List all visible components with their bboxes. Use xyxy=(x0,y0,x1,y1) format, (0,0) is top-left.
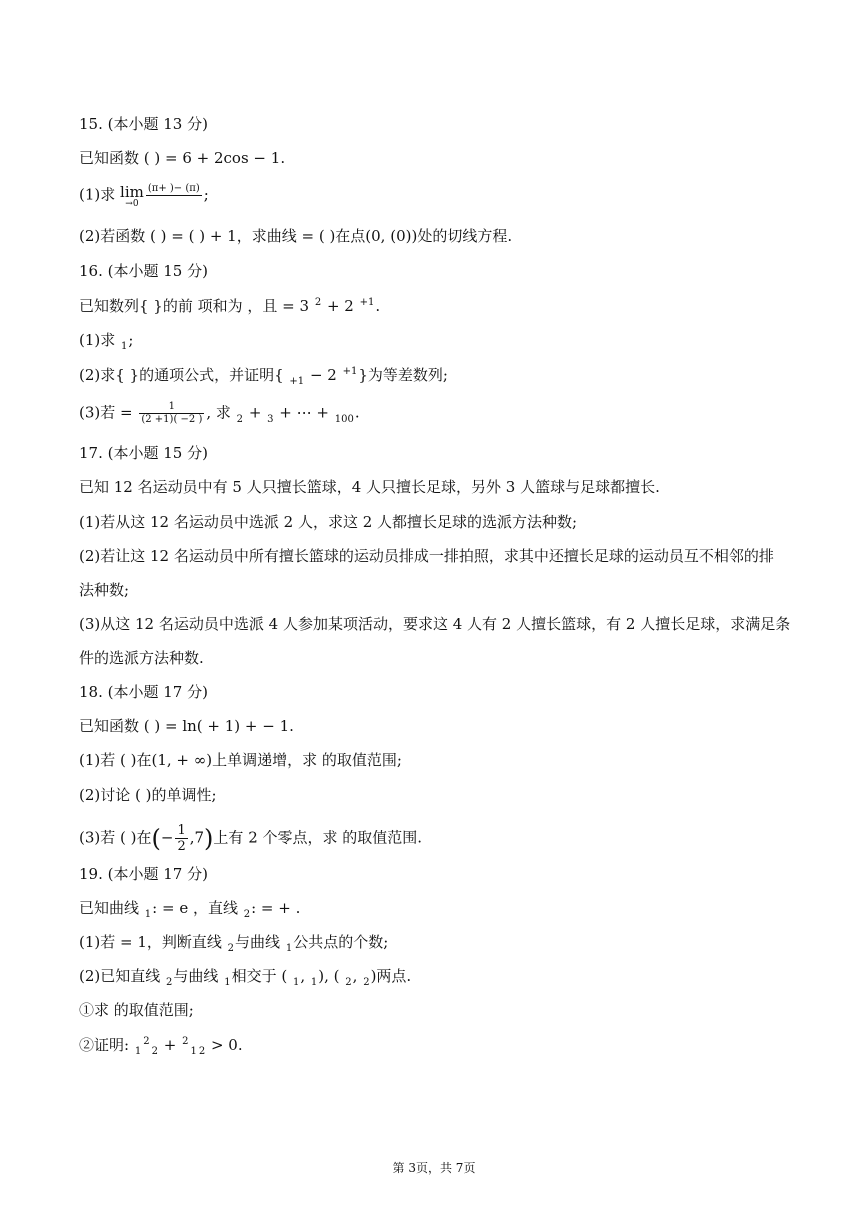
fraction-denominator xyxy=(146,195,202,208)
q16-p3-mid3: + ⋯ + xyxy=(274,403,334,422)
q15-header: 15. (本小题 13 分) xyxy=(79,115,208,133)
q16-p2-post: }为等差数列; xyxy=(358,366,448,384)
q16-header: 16. (本小题 15 分) xyxy=(79,262,208,280)
q17-part2-line1: (2)若让这 12 名运动员中所有擅长篮球的运动员排成一排拍照，求其中还擅长足球的运动员互不相邻的排 xyxy=(79,547,774,565)
lim-text: lim xyxy=(120,182,144,201)
q16-stem xyxy=(79,296,380,319)
q15-p1-post: ; xyxy=(203,185,209,204)
q19-s2-d: 2 xyxy=(198,1046,206,1057)
q19-s2-c-sup: 2 xyxy=(182,1036,189,1047)
q16-p2-sup: +1 xyxy=(342,366,358,377)
q19-p2-mid2: 相交于 ( xyxy=(231,967,292,985)
fraction-denominator: (2 +1)( −2 ) xyxy=(141,414,203,425)
q16-p3-pre: (3)若 = xyxy=(79,403,138,422)
q19-p2-c1: , xyxy=(300,967,310,985)
q19-part2 xyxy=(79,966,411,989)
q15-p1-pre: (1)求 xyxy=(79,185,121,204)
q17-part3-line2: 件的选派方法种数. xyxy=(79,649,204,667)
q16-p3-sub2: 3 xyxy=(267,413,274,425)
fraction-denominator: 2 xyxy=(177,839,186,854)
q16-stem-pre: 已知数列{ }的前 项和为 ，且 = 3 xyxy=(79,297,314,315)
q16-p2-mid: − 2 xyxy=(305,366,342,384)
q19-s2-pre: ②证明: xyxy=(79,1036,134,1054)
fraction-numerator: (π+ )− (π) xyxy=(147,183,200,194)
open-paren: ( xyxy=(151,824,161,853)
q17-header: 17. (本小题 15 分) xyxy=(79,444,208,462)
close-paren: ) xyxy=(204,824,214,853)
q16-part3 xyxy=(79,401,360,426)
q18-p3-fraction xyxy=(175,823,187,854)
q15-part1 xyxy=(79,183,209,210)
q18-stem: 已知函数 ( ) = ln( + 1) + − 1. xyxy=(79,717,294,735)
q17-part3-line1: (3)从这 12 名运动员中选派 4 人参加某项活动，要求这 4 人有 2 人擅长篮球，有 2 人擅长足球，求满足条 xyxy=(79,615,791,633)
q19-p2-s4: 2 xyxy=(363,977,370,988)
q16-part1 xyxy=(79,330,133,353)
q19-sub2 xyxy=(79,1035,243,1058)
q19-p2-mid: 与曲线 xyxy=(173,967,224,985)
q19-stem-sub1: 1 xyxy=(144,909,152,920)
q19-p1-pre: (1)若 = 1，判断直线 xyxy=(79,933,227,951)
q19-p2-sub2: 1 xyxy=(224,977,231,988)
q19-header: 19. (本小题 17 分) xyxy=(79,865,208,883)
q19-stem xyxy=(79,898,300,921)
q18-part3 xyxy=(79,823,422,854)
limit-operator xyxy=(120,182,144,210)
q17-part2-line2: 法种数; xyxy=(79,581,130,599)
q19-p2-mid3: ), ( xyxy=(318,967,345,985)
minus-sign: − xyxy=(160,828,174,847)
q19-stem-sub2: 2 xyxy=(243,909,251,920)
q18-part1: (1)若 ( )在(1, + ∞)上单调递增，求 的取值范围; xyxy=(79,751,402,769)
q19-s2-plus: + xyxy=(158,1036,182,1054)
q19-p1-post: 公共点的个数; xyxy=(293,933,389,951)
q15-p1-fraction xyxy=(146,183,202,208)
q16-p3-mid: , 求 xyxy=(206,403,236,422)
q19-part1 xyxy=(79,932,388,955)
q16-part2 xyxy=(79,365,448,388)
lim-subscript: →0 xyxy=(125,198,139,209)
q19-p2-pre: (2)已知直线 xyxy=(79,967,166,985)
q19-stem-pre: 已知曲线 xyxy=(79,899,144,917)
q16-stem-mid: + 2 xyxy=(322,297,359,315)
q19-p1-mid: 与曲线 xyxy=(235,933,285,951)
q17-part1: (1)若从这 12 名运动员中选派 2 人，求这 2 人都擅长足球的选派方法种数; xyxy=(79,513,578,531)
q16-p1-sub: 1 xyxy=(121,341,128,352)
q16-stem-sup1: 2 xyxy=(314,297,322,308)
fraction-numerator: 1 xyxy=(177,823,186,838)
q19-p1-sub2: 1 xyxy=(285,943,293,954)
q18-p3-post: 上有 2 个零点，求 的取值范围. xyxy=(213,828,423,847)
fraction-numerator: 1 xyxy=(168,401,176,412)
q16-p1-pre: (1)求 xyxy=(79,331,121,349)
q16-p3-mid2: + xyxy=(244,403,267,422)
q16-p3-sub3: 100 xyxy=(334,413,354,425)
q15-stem: 已知函数 ( ) = 6 + 2cos − 1. xyxy=(79,149,286,167)
q16-p2-pre: (2)求{ }的通项公式，并证明{ xyxy=(79,366,289,384)
q19-p2-post: )两点. xyxy=(370,967,412,985)
q18-part2: (2)讨论 ( )的单调性; xyxy=(79,786,217,804)
q16-stem-sup2: +1 xyxy=(359,297,375,308)
q19-p2-s2: 1 xyxy=(310,977,318,988)
q19-p2-c2: , xyxy=(352,967,363,985)
page-footer: 第 3页，共 7页 xyxy=(392,1161,476,1175)
q19-s2-a: 1 xyxy=(134,1046,142,1057)
q18-header: 18. (本小题 17 分) xyxy=(79,683,208,701)
q16-stem-post: . xyxy=(375,297,381,315)
q19-p2-s3: 2 xyxy=(345,977,352,988)
q19-p1-sub1: 2 xyxy=(227,943,235,954)
interval-end: ,7 xyxy=(189,828,205,847)
q19-s2-post: > 0. xyxy=(206,1036,243,1054)
q19-s2-c-sub: 1 xyxy=(190,1046,197,1057)
q16-p1-post: ; xyxy=(128,331,134,349)
q16-p2-sub: +1 xyxy=(289,376,305,387)
q19-s2-b-sub: 2 xyxy=(151,1046,158,1057)
q15-part2: (2)若函数 ( ) = ( ) + 1，求曲线 = ( )在点(0, (0))处的切线方程. xyxy=(79,227,513,245)
q19-p2-sub1: 2 xyxy=(166,977,173,988)
q16-p3-fraction xyxy=(139,401,204,426)
q19-stem-post: : = + . xyxy=(251,899,301,917)
q19-sub1: ①求 的取值范围; xyxy=(79,1001,194,1019)
q16-p3-sub1: 2 xyxy=(236,413,244,425)
q19-stem-mid: : = e ，直线 xyxy=(152,899,243,917)
q16-p3-post: . xyxy=(354,403,360,422)
q19-s2-b-sup: 2 xyxy=(143,1036,150,1047)
q18-p3-pre: (3)若 ( )在 xyxy=(79,828,152,847)
q17-stem: 已知 12 名运动员中有 5 人只擅长篮球，4 人只擅长足球，另外 3 人篮球与足球都擅长. xyxy=(79,478,660,496)
q19-p2-s1: 1 xyxy=(292,977,300,988)
